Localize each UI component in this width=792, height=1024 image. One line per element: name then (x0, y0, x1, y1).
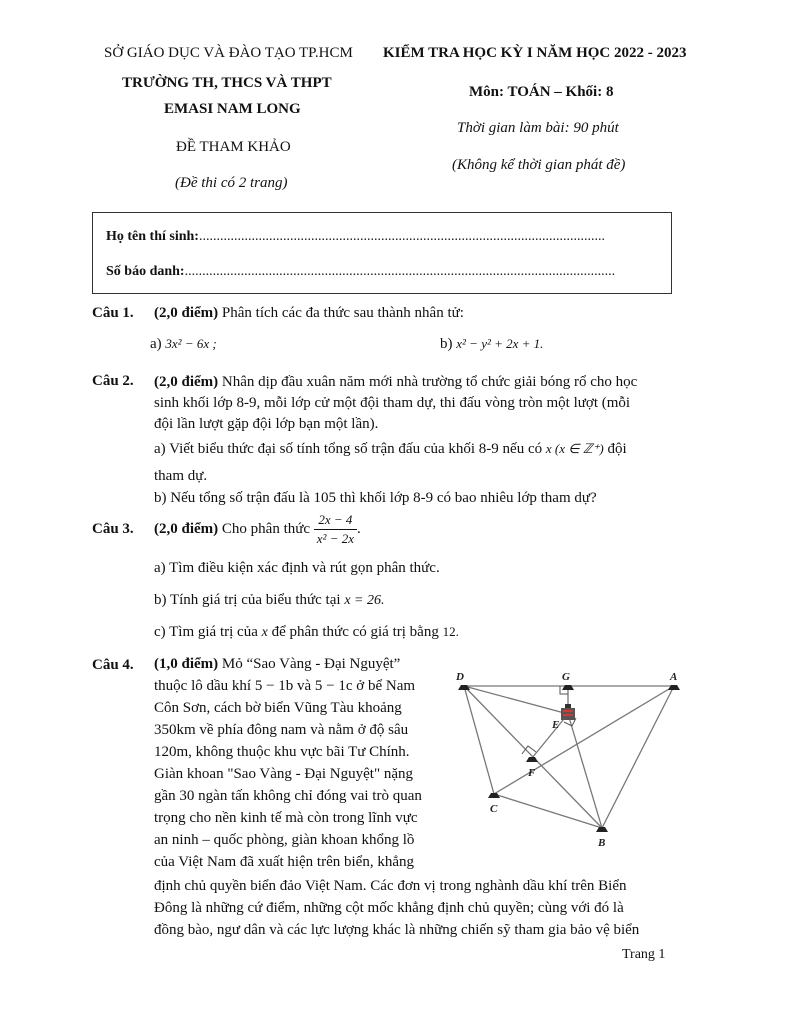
q4-line-0 (154, 656, 400, 673)
label-A: A (670, 671, 678, 683)
q3-part-c (154, 624, 459, 641)
q1-points: (2,0 điểm) (154, 305, 219, 321)
q1-a-label: a) (150, 336, 162, 352)
q2-text1: Nhân dịp đầu xuân năm mới nhà trường tổ chức giải bóng rổ cho học (218, 374, 638, 390)
student-name-dots[interactable]: .................................................................................................................... (198, 229, 605, 244)
q1-a-expr: 3x² − 6x ; (165, 336, 217, 351)
q4-label: Câu 4. (92, 657, 134, 673)
page-number: Trang 1 (622, 947, 666, 962)
school-name-line1: TRƯỜNG TH, THCS VÀ THPT (122, 75, 332, 91)
marker-F (526, 757, 538, 762)
label-E: E (552, 719, 560, 731)
q4-line-2: Côn Sơn, cách bờ biển Vũng Tàu khoảng (154, 700, 402, 716)
marker-B (596, 827, 608, 832)
q2-part-a (154, 438, 670, 460)
q3-text: Cho phân thức (218, 520, 311, 537)
q1-part-b (440, 336, 543, 353)
q4-geometry-figure (448, 666, 688, 850)
line-DE (464, 686, 568, 714)
q4-full-line-2: đồng bào, ngư dân và các lực lượng khác là những chiến sỹ tham gia bảo vệ biển (154, 922, 640, 938)
q4-line-9: của Việt Nam đã xuất hiện trên biển, khẳng (154, 854, 414, 870)
student-name-row (106, 229, 605, 245)
student-name-label: Họ tên thí sinh: (106, 229, 199, 244)
q4-full-line-0: định chủ quyền biển đảo Việt Nam. Các đơn vị trong nghành dầu khí trên Biển (154, 878, 627, 894)
label-G: G (562, 671, 570, 683)
q3-b-text: b) Tính giá trị của biểu thức tại (154, 592, 341, 608)
q3-fraction (314, 512, 357, 547)
q3-points: (2,0 điểm) (154, 520, 219, 537)
q1-label: Câu 1. (92, 305, 134, 321)
pages-note: (Đề thi có 2 trang) (175, 175, 288, 191)
q4-line-4: 120m, không thuộc khu vực bãi Tư Chính. (154, 744, 410, 760)
exam-subject: Môn: TOÁN – Khối: 8 (469, 84, 614, 100)
line-FE (532, 714, 568, 758)
label-D: D (456, 671, 464, 683)
q3-stem: (2,0 điểm) Cho phân thức $\frac{2x - 4}{\text{x² − 2x}}$ . (154, 512, 361, 546)
q3-part-b (154, 592, 384, 609)
q3-c-math: x (261, 625, 268, 640)
q2-line3: đội lần lượt gặp đội lớp bạn một lần). (154, 416, 379, 432)
q1-part-a (150, 336, 217, 353)
label-B: B (598, 837, 606, 849)
q4-points: (1,0 điểm) (154, 656, 219, 672)
q2-a-math: x (x ∈ ℤ⁺) (545, 441, 604, 456)
exam-time-note: (Không kể thời gian phát đề) (452, 157, 626, 173)
q2-line2: sinh khối lớp 8-9, mỗi lớp cử một đội tham dự, thi đấu vòng tròn một lượt (mỗi (154, 395, 631, 411)
q2-points: (2,0 điểm) (154, 374, 219, 390)
q3-label: Câu 3. (92, 521, 134, 537)
q1-b-label: b) (440, 336, 453, 352)
q3-c-text2: để phân thức có giá trị bằng (271, 624, 439, 640)
q2-part-b: b) Nếu tổng số trận đấu là 105 thì khối lớp 8-9 có bao nhiêu lớp tham dự? (154, 490, 597, 506)
school-name-line2: EMASI NAM LONG (164, 101, 301, 117)
q3-part-a: a) Tìm điều kiện xác định và rút gọn phân thức. (154, 560, 440, 576)
q4-line-8: an ninh – quốc phòng, giàn khoan khổng lồ (154, 832, 415, 848)
q1-b-expr: x² − y² + 2x + 1. (456, 336, 544, 351)
department-name: SỞ GIÁO DỤC VÀ ĐÀO TẠO TP.HCM (104, 45, 353, 61)
q4-full-line-1: Đông là những cứ điểm, những cột mốc khẳng định chủ quyền; cùng với đó là (154, 900, 624, 916)
q3-c-val: 12. (442, 624, 459, 639)
exam-time: Thời gian làm bài: 90 phút (457, 120, 619, 136)
q2-part-a-line2: tham dự. (154, 468, 208, 484)
student-id-dots[interactable]: ........................................................................................................................... (184, 264, 616, 279)
q4-line-6: gần 30 ngàn tấn không chỉ đóng vai trò quan (154, 788, 422, 804)
q1-text: Phân tích các đa thức sau thành nhân tử: (218, 305, 464, 321)
q2-a-text: a) Viết biểu thức đại số tính tổng số trận đấu của khối 8-9 nếu có (154, 441, 543, 457)
q4-line-7: trọng cho nền kinh tế mà còn trong lĩnh vực (154, 810, 418, 826)
q3-frac-den: x² − 2x (316, 531, 354, 546)
student-id-label: Số báo danh: (106, 264, 185, 279)
q1-stem (154, 305, 464, 322)
exam-title: KIỂM TRA HỌC KỲ I NĂM HỌC 2022 - 2023 (383, 45, 687, 61)
q4-line-5: Giàn khoan "Sao Vàng - Đại Nguyệt" nặng (154, 766, 413, 782)
marker-C (488, 793, 500, 798)
exam-kind: ĐỀ THAM KHẢO (176, 139, 291, 155)
oil-rig-icon (561, 704, 575, 720)
q2-line1 (154, 372, 670, 393)
q4-text-0: Mỏ “Sao Vàng - Đại Nguyệt” (218, 656, 401, 672)
label-F: F (528, 767, 536, 779)
q4-line-1: thuộc lô dầu khí 5 − 1b và 5 − 1c ở bể Nam (154, 678, 416, 694)
q2-label: Câu 2. (92, 373, 134, 389)
q3-b-math: x = 26. (344, 593, 385, 608)
student-info-box (92, 212, 672, 294)
q3-frac-num: 2x − 4 (314, 512, 357, 530)
label-C: C (490, 803, 498, 815)
q4-line-3: 350km về phía đông nam và nằm ở độ sâu (154, 722, 409, 738)
student-id-row (106, 264, 615, 280)
q2-a-end: đội (607, 441, 627, 457)
q3-c-text: c) Tìm giá trị của (154, 624, 258, 640)
